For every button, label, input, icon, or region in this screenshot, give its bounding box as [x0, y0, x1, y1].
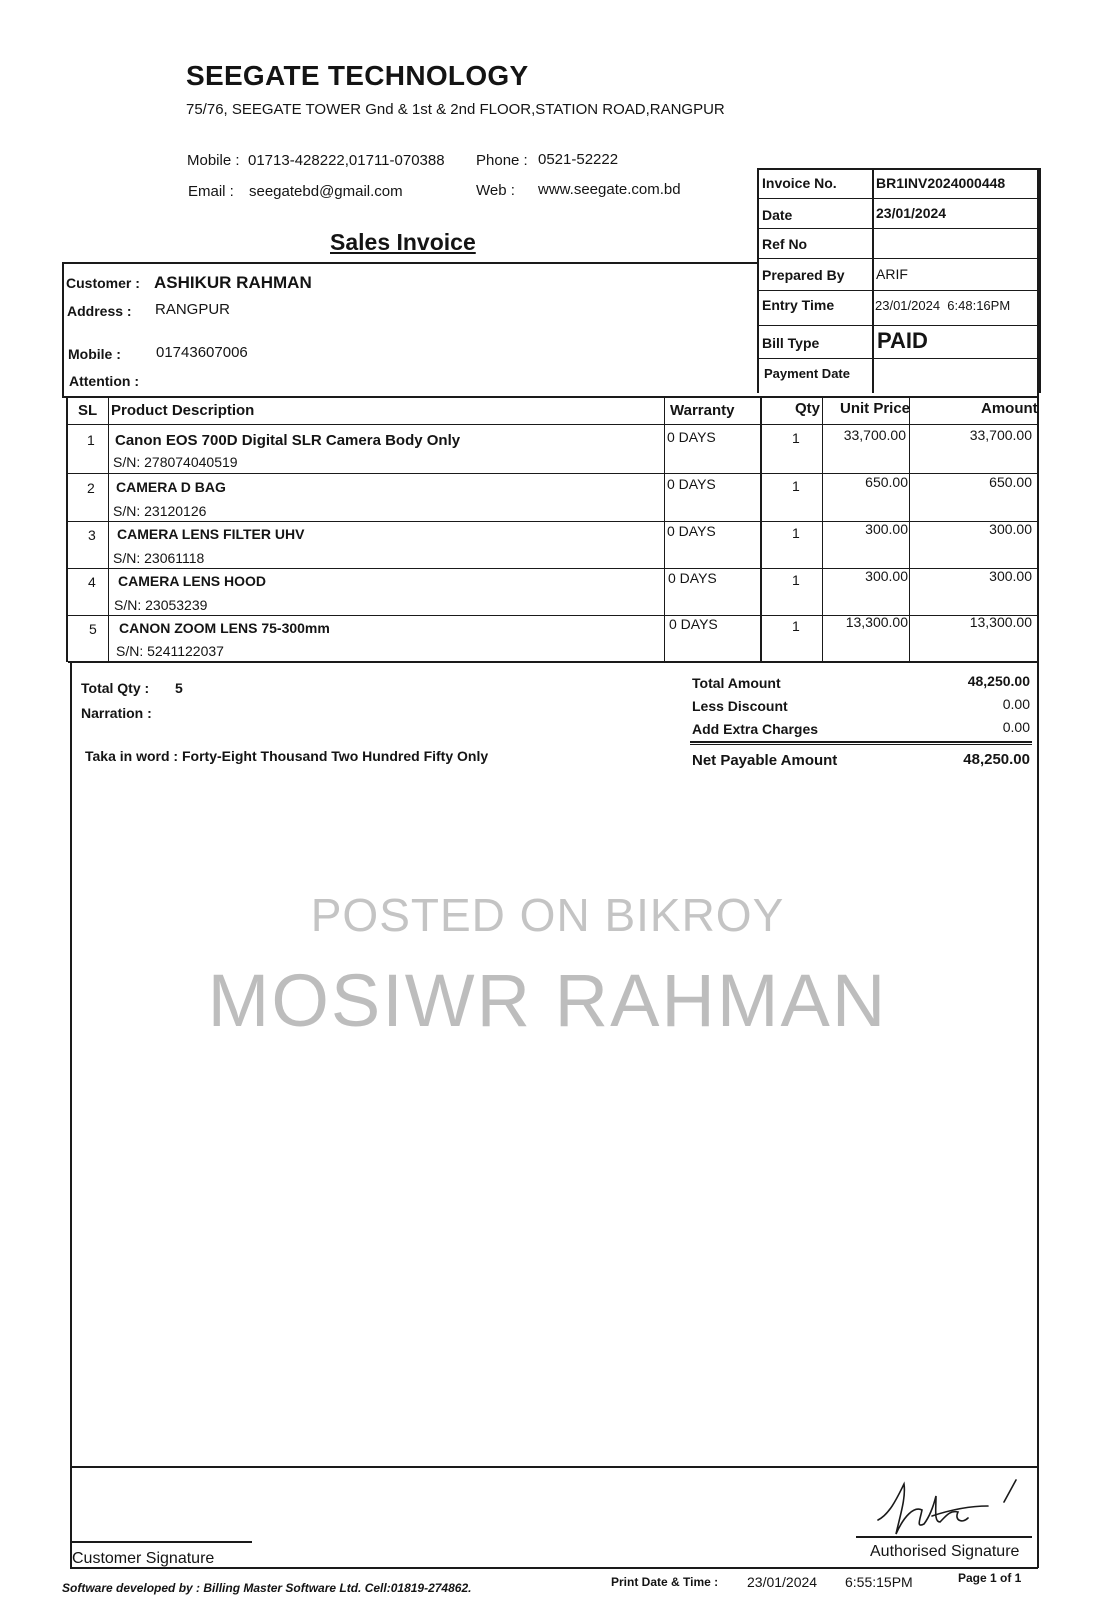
col-sl-header: SL	[78, 402, 98, 419]
extra-charges-value: 0.00	[1002, 719, 1030, 735]
company-phone: 0521-52222	[538, 151, 619, 168]
row-description: CAMERA LENS HOOD	[118, 573, 267, 589]
row-amount: 300.00	[989, 521, 1032, 537]
page-title: Sales Invoice	[330, 229, 476, 255]
row-unit-price: 13,300.00	[845, 614, 908, 630]
row-amount: 33,700.00	[969, 427, 1032, 443]
phone-label: Phone :	[476, 152, 528, 169]
row-warranty: 0 DAYS	[667, 476, 716, 492]
row-description: Canon EOS 700D Digital SLR Camera Body Only	[115, 432, 461, 449]
row-serial: S/N: 5241122037	[116, 643, 224, 659]
prepared-by-value: ARIF	[876, 266, 908, 282]
software-credit: Software developed by : Billing Master Software Ltd. Cell:01819-274862.	[62, 1581, 472, 1595]
ref-no-label: Ref No	[762, 236, 808, 252]
entry-time-label: Entry Time	[762, 297, 835, 313]
row-unit-price: 300.00	[865, 568, 908, 584]
col-qty-header: Qty	[795, 400, 821, 417]
bill-type-value: PAID	[877, 328, 928, 353]
entry-time-value: 23/01/2024 6:48:16PM	[875, 298, 1011, 313]
net-payable-label: Net Payable Amount	[692, 752, 838, 769]
signature-scribble	[870, 1476, 1030, 1542]
row-description: CAMERA D BAG	[116, 479, 226, 495]
customer-mobile-label: Mobile :	[68, 346, 121, 362]
extra-charges-label: Add Extra Charges	[692, 721, 819, 737]
watermark-line-2: MOSIWR RAHMAN	[207, 959, 888, 1042]
mobile-label: Mobile :	[187, 152, 240, 169]
row-description: CAMERA LENS FILTER UHV	[117, 526, 305, 542]
row-unit-price: 650.00	[865, 474, 908, 490]
col-warranty-header: Warranty	[670, 402, 735, 419]
authorised-signature-label: Authorised Signature	[870, 1543, 1020, 1560]
row-serial: S/N: 23120126	[113, 503, 207, 519]
row-qty: 1	[792, 618, 800, 634]
row-description: CANON ZOOM LENS 75-300mm	[119, 620, 330, 636]
row-warranty: 0 DAYS	[668, 570, 717, 586]
customer-signature-label: Customer Signature	[72, 1550, 215, 1567]
web-label: Web :	[476, 182, 515, 199]
row-qty: 1	[792, 478, 800, 494]
customer-name: ASHIKUR RAHMAN	[154, 273, 312, 292]
print-date: 23/01/2024	[747, 1574, 818, 1590]
page-number: Page 1 of 1	[958, 1571, 1022, 1585]
row-warranty: 0 DAYS	[669, 616, 718, 632]
company-email: seegatebd@gmail.com	[249, 183, 403, 200]
row-unit-price: 300.00	[865, 521, 908, 537]
col-amount-header: Amount	[981, 400, 1038, 417]
row-sl: 3	[88, 527, 96, 543]
company-address: 75/76, SEEGATE TOWER Gnd & 1st & 2nd FLOOR,STATION ROAD,RANGPUR	[186, 101, 725, 118]
col-unit-price-header: Unit Price	[840, 400, 911, 417]
col-description-header: Product Description	[111, 402, 255, 419]
row-sl: 5	[89, 621, 97, 637]
row-serial: S/N: 23061118	[113, 550, 205, 566]
company-mobile: 01713-428222,01711-070388	[248, 152, 445, 169]
customer-label: Customer :	[66, 275, 140, 291]
company-name: SEEGATE TECHNOLOGY	[186, 60, 529, 91]
payment-date-label: Payment Date	[764, 366, 850, 381]
print-label: Print Date & Time :	[611, 1575, 719, 1589]
print-time: 6:55:15PM	[845, 1574, 913, 1590]
customer-address: RANGPUR	[155, 301, 231, 318]
invoice-no-label: Invoice No.	[762, 175, 837, 191]
less-discount-label: Less Discount	[692, 698, 788, 714]
row-sl: 1	[87, 432, 95, 448]
date-value: 23/01/2024	[876, 205, 947, 221]
row-sl: 2	[87, 480, 95, 496]
attention-label: Attention :	[69, 373, 139, 389]
customer-mobile: 01743607006	[156, 344, 248, 361]
net-payable-value: 48,250.00	[963, 751, 1030, 768]
row-qty: 1	[792, 525, 800, 541]
row-amount: 13,300.00	[969, 614, 1032, 630]
row-warranty: 0 DAYS	[667, 429, 716, 445]
row-qty: 1	[792, 572, 800, 588]
row-unit-price: 33,700.00	[843, 427, 906, 443]
row-serial: S/N: 23053239	[114, 597, 208, 613]
prepared-by-label: Prepared By	[762, 267, 845, 283]
total-qty-value: 5	[175, 680, 183, 696]
less-discount-value: 0.00	[1002, 696, 1030, 712]
address-label: Address :	[67, 303, 132, 319]
row-sl: 4	[88, 574, 96, 590]
date-label: Date	[762, 207, 793, 223]
row-qty: 1	[792, 430, 800, 446]
bill-type-label: Bill Type	[762, 335, 820, 351]
narration-label: Narration :	[81, 705, 152, 721]
total-amount-label: Total Amount	[692, 675, 781, 691]
row-serial: S/N: 278074040519	[113, 454, 238, 470]
email-label: Email :	[188, 183, 234, 200]
row-amount: 300.00	[989, 568, 1032, 584]
row-amount: 650.00	[989, 474, 1032, 490]
invoice-no-value: BR1INV2024000448	[876, 175, 1006, 191]
total-amount-value: 48,250.00	[967, 673, 1030, 689]
taka-in-word: Taka in word : Forty-Eight Thousand Two Hundred Fifty Only	[85, 748, 489, 764]
total-qty-label: Total Qty :	[81, 680, 150, 696]
watermark-line-1: POSTED ON BIKROY	[310, 889, 785, 941]
company-web: www.seegate.com.bd	[538, 181, 681, 198]
row-warranty: 0 DAYS	[667, 523, 716, 539]
